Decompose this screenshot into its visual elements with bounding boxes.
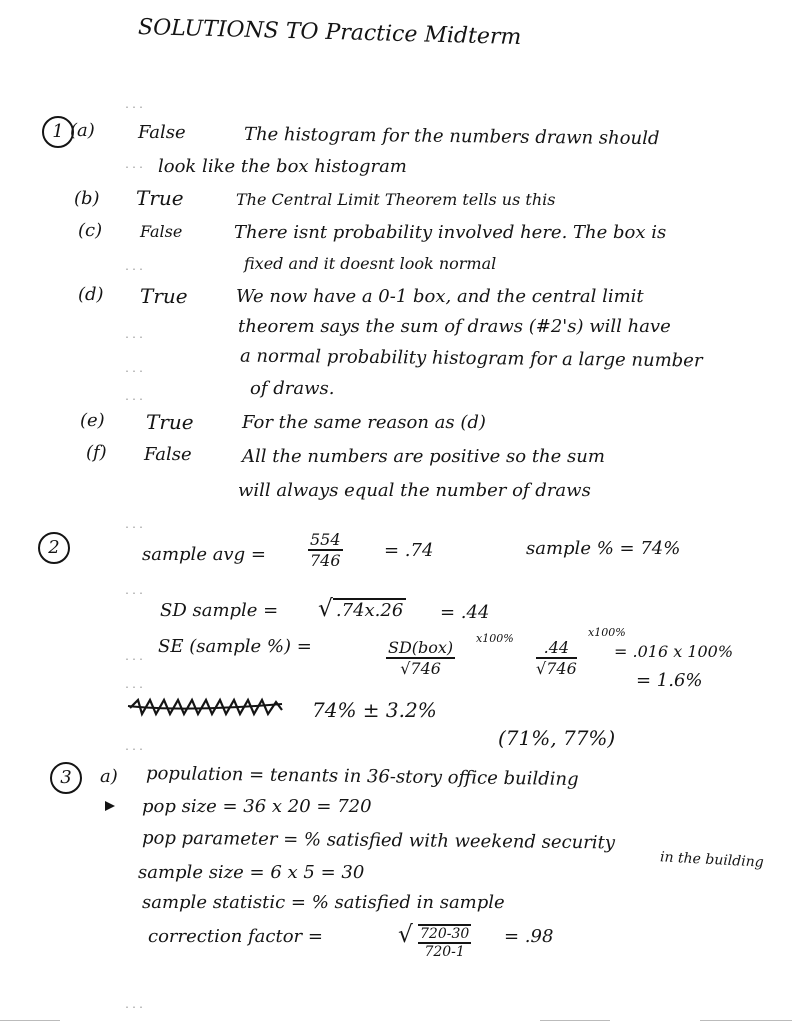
- q2-se-denominator: 746: [410, 659, 441, 678]
- q2-se-result-line-1: = .016 x 100%: [614, 642, 734, 661]
- q1b-explanation: The Central Limit Theorem tells us this: [236, 190, 556, 209]
- q1c-answer: False: [140, 222, 183, 241]
- q3-correction-result: = .98: [504, 926, 554, 947]
- q1c-explanation-line-2: fixed and it doesnt look normal: [244, 254, 497, 273]
- q3-correction-denominator: 720-1: [424, 944, 465, 960]
- q2-se2-multiplier: x100%: [588, 626, 626, 639]
- q1d-letter: (d): [78, 284, 104, 305]
- q3a-letter: a): [100, 766, 118, 787]
- page-title: SOLUTIONS TO Practice Midterm: [137, 14, 522, 51]
- question-1-number: 1: [42, 116, 74, 148]
- q3-correction-numerator: 720-30: [420, 926, 470, 942]
- dot-guide: ...: [124, 160, 146, 171]
- q1b-letter: (b): [74, 188, 100, 209]
- dot-guide: ...: [124, 392, 146, 403]
- q1d-explanation-line-2: theorem says the sum of draws (#2's) will have: [238, 316, 671, 337]
- scan-edge-mark: [0, 1020, 60, 1021]
- q1f-explanation-line-1: All the numbers are positive so the sum: [242, 446, 605, 467]
- q3-correction-fraction: [418, 924, 471, 960]
- q2-sd-radical: √ .74x.26: [318, 594, 406, 622]
- q2-se-result-line-2: = 1.6%: [636, 670, 703, 691]
- q2-sd-label: SD sample =: [160, 600, 279, 621]
- q2-se2-denominator: 746: [546, 659, 577, 678]
- q2-sample-avg-label: sample avg =: [142, 544, 266, 565]
- q1d-explanation-line-4: of draws.: [250, 378, 335, 399]
- q3-correction-factor-label: correction factor =: [148, 926, 323, 947]
- bullet-mark: [102, 798, 118, 814]
- q3-sample-size: sample size = 6 x 5 = 30: [138, 862, 365, 883]
- scan-edge-mark: [540, 1020, 610, 1021]
- q1a-letter: (a): [70, 120, 95, 141]
- q1f-explanation-line-2: will always equal the number of draws: [238, 480, 591, 501]
- q2-se-multiplier: x100%: [476, 632, 514, 645]
- dot-guide: ...: [124, 262, 146, 273]
- q1c-explanation-line-1: There isnt probability involved here. The box is: [234, 222, 667, 243]
- q2-se2-fraction: $\frac{.44}{√746}$: [536, 638, 577, 678]
- q1a-explanation-line-2: look like the box histogram: [158, 156, 407, 177]
- dot-guide: ...: [124, 742, 146, 753]
- q1f-letter: (f): [86, 442, 107, 463]
- q2-se-numerator: SD(box): [388, 638, 454, 657]
- q2-sd-result: = .44: [440, 602, 490, 623]
- q2-avg-numerator: 554: [310, 530, 341, 549]
- dot-guide: ...: [124, 330, 146, 341]
- q1c-letter: (c): [78, 220, 103, 241]
- q2-se-label: SE (sample %) =: [158, 636, 312, 657]
- q2-interval-bounds: (71%, 77%): [498, 726, 616, 750]
- q1a-explanation-line-1: The histogram for the numbers drawn should: [243, 123, 660, 150]
- q1b-answer: True: [136, 186, 184, 210]
- q1e-letter: (e): [80, 410, 105, 431]
- dot-guide: ...: [124, 520, 146, 531]
- q1d-explanation-line-1: We now have a 0-1 box, and the central limit: [236, 286, 644, 307]
- q2-sd-radicand: .74x.26: [333, 598, 406, 621]
- dot-guide: ...: [124, 680, 146, 691]
- q3-pop-parameter: pop parameter = % satisfied with weekend security: [141, 827, 616, 854]
- q2-sample-percent: sample % = 74%: [526, 538, 681, 559]
- dot-guide: ...: [124, 586, 146, 597]
- q1d-explanation-line-3: a normal probability histogram for a large number: [239, 345, 703, 372]
- q3-sample-statistic: sample statistic = % satisfied in sample: [142, 892, 505, 913]
- q3-correction-radical: √: [398, 920, 413, 948]
- q3-pop-size: pop size = 36 x 20 = 720: [142, 796, 372, 817]
- dot-guide: ...: [124, 1000, 146, 1011]
- dot-guide: ...: [124, 652, 146, 663]
- q3-population: population = tenants in 36-story office building: [145, 762, 579, 791]
- q1a-answer: False: [138, 122, 186, 143]
- q2-avg-result: = .74: [384, 540, 434, 561]
- q1e-answer: True: [146, 410, 194, 434]
- q1e-explanation: For the same reason as (d): [242, 412, 486, 433]
- question-3-number: 3: [50, 762, 82, 794]
- q2-avg-fraction: [308, 530, 343, 570]
- q2-se2-numerator: .44: [536, 638, 577, 659]
- scan-edge-mark: [700, 1020, 792, 1021]
- q2-se-fraction: SD(box) √746: [388, 638, 454, 678]
- q2-avg-denominator: 746: [310, 551, 341, 570]
- question-2-number: 2: [38, 532, 70, 564]
- dot-guide: ...: [124, 364, 146, 375]
- q3-pop-parameter-continued: in the building: [659, 849, 765, 871]
- dot-guide: ...: [124, 100, 146, 111]
- q2-confidence-interval: 74% ± 3.2%: [312, 698, 437, 722]
- q1d-answer: True: [140, 284, 188, 308]
- crossed-out-scribble: [126, 696, 286, 720]
- q1f-answer: False: [144, 444, 192, 465]
